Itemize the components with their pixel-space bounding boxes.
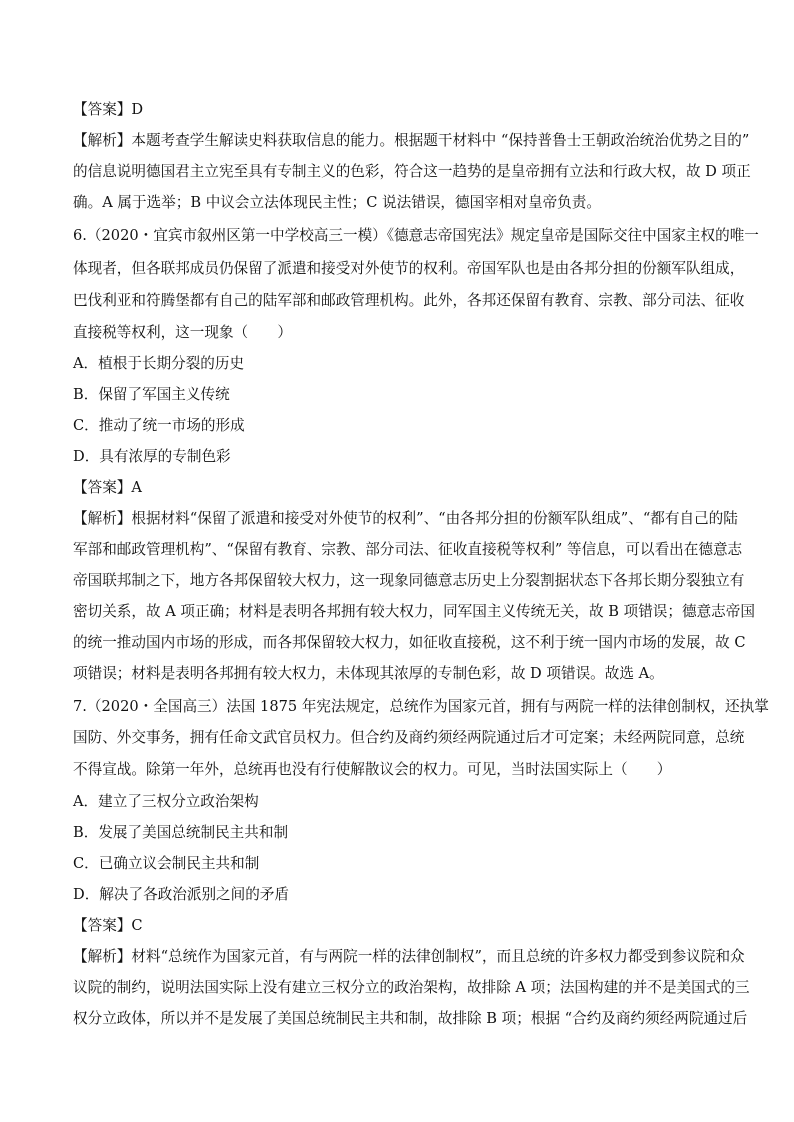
q7-stem-line-3: 不得宣战。除第一年外，总统再也没有行使解散议会的权力。可见，当时法国实际上（ ） — [73, 761, 672, 778]
q6-analysis-line-3: 帝国联邦制之下，地方各邦保留较大权力，这一现象同德意志历史上分裂割据状态下各邦长期分裂独立有 — [73, 572, 745, 589]
q7-option-d: D．解决了各政治派别之间的矛盾 — [73, 886, 290, 903]
q6-option-d: D．具有浓厚的专制色彩 — [73, 448, 231, 465]
q7-stem-line-2: 国防、外交事务，拥有任命文武官员权力。但合约及商约须经两院通过后才可定案；未经两院同意，总统 — [73, 729, 745, 746]
q6-analysis-line-2: 军部和邮政管理机构”、“保留有教育、宗教、部分司法、征收直接税等权利” 等信息，可以看出在德意志 — [73, 541, 743, 558]
q7-option-b: B．发展了美国总统制民主共和制 — [73, 824, 289, 841]
q6-option-a: A．植根于长期分裂的历史 — [73, 355, 245, 372]
q6-analysis-line-4: 密切关系，故 A 项正确；材料是表明各邦拥有较大权力，同军国主义传统无关，故 B 项错误；德意志帝国 — [73, 603, 755, 620]
q7-analysis-line-2: 议院的制约，说明法国实际上没有建立三权分立的政治架构，故排除 A 项；法国构建的并不是美国式的三 — [73, 979, 750, 996]
q6-analysis-line-1: 【解析】根据材料“保留了派遣和接受对外使节的权利”、“由各邦分担的份额军队组成”、“都有自己的陆 — [73, 510, 738, 527]
q7-analysis-line-3: 权分立政体，所以并不是发展了美国总统制民主共和制，故排除 B 项；根据 “合约及商约须经两院通过后 — [73, 1010, 748, 1027]
q6-stem-line-3: 巴伐利亚和符腾堡都有自己的陆军部和邮政管理机构。此外，各邦还保留有教育、宗教、部分司法、征收 — [73, 292, 745, 309]
q6-option-b: B．保留了军国主义传统 — [73, 386, 230, 403]
q5-analysis-line-3: 确。A 属于选举；B 中议会立法体现民主性；C 说法错误，德国宰相对皇帝负责。 — [73, 194, 601, 211]
q6-stem-line-4: 直接税等权利，这一现象（ ） — [73, 324, 292, 341]
q7-option-a: A．建立了三权分立政治架构 — [73, 793, 259, 810]
q6-answer: 【答案】A — [73, 479, 142, 496]
q6-analysis-line-5: 的统一推动国内市场的形成，而各邦保留较大权力，如征收直接税，这不利于统一国内市场的发展，故 C — [73, 634, 746, 651]
q6-analysis-line-6: 项错误；材料是表明各邦拥有较大权力，未体现其浓厚的专制色彩，故 D 项错误。故选 A。 — [73, 665, 664, 682]
q5-answer: 【答案】D — [73, 101, 144, 118]
q7-stem-line-1: 7.（2020・全国高三）法国 1875 年宪法规定，总统作为国家元首，拥有与两院一样的法律创制权，还执掌 — [73, 698, 769, 715]
q6-option-c: C．推动了统一市场的形成 — [73, 417, 245, 434]
q5-analysis-line-1: 【解析】本题考查学生解读史料获取信息的能力。根据题干材料中 “保持普鲁士王朝政治统治优势之目的” — [73, 132, 750, 149]
q7-option-c: C．已确立议会制民主共和制 — [73, 855, 260, 872]
q7-analysis-line-1: 【解析】材料“总统作为国家元首，有与两院一样的法律创制权”，而且总统的许多权力都受到参议院和众 — [73, 948, 745, 965]
q6-stem-line-2: 体现者，但各联邦成员仍保留了派遣和接受对外使节的权利。帝国军队也是由各邦分担的份额军队组成， — [73, 260, 745, 277]
q6-stem-line-1: 6.（2020・宜宾市叙州区第一中学校高三一模）《德意志帝国宪法》规定皇帝是国际交往中国家主权的唯一 — [73, 227, 759, 244]
q5-analysis-line-2: 的信息说明德国君主立宪至具有专制主义的色彩，符合这一趋势的是皇帝拥有立法和行政大权，故 D 项正 — [73, 163, 751, 180]
q7-answer: 【答案】C — [73, 917, 143, 934]
